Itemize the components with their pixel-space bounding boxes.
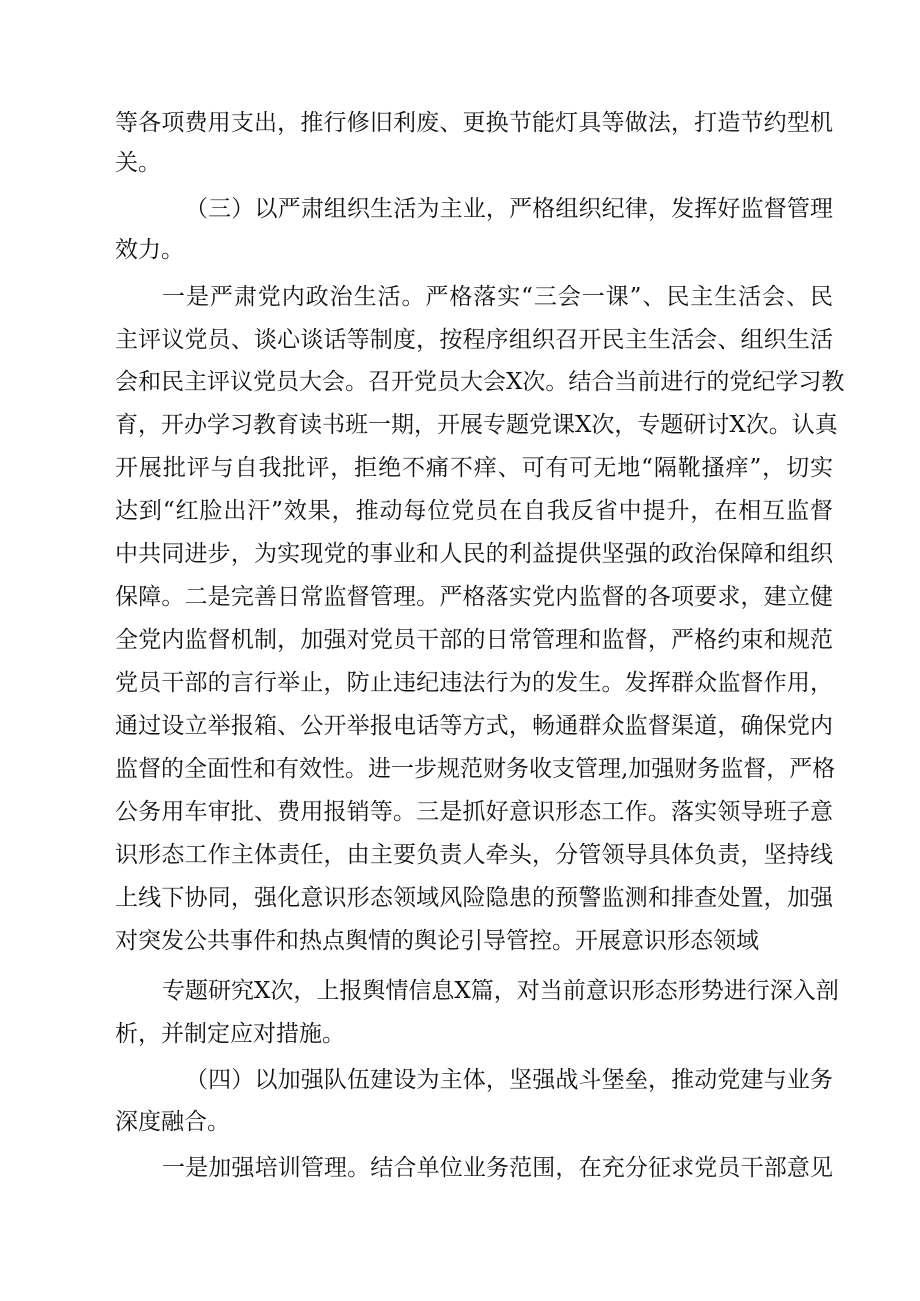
text-line: 达到“红脸出汗”效果，推动每位党员在自我反省中提升，在相互监督 [115,498,833,524]
text-line: 育，开办学习教育读书班一期，开展专题党课X次，专题研讨X次。认真 [115,412,838,438]
text-line: 上线下协同，强化意识形态领域风险隐患的预警监测和排查处置，加强 [115,885,833,911]
text-line: 等各项费用支出，推行修旧利废、更换节能灯具等做法，打造节约型机 [115,110,833,136]
text-line: 对突发公共事件和热点舆情的舆论引导管控。开展意识形态领域 [115,928,759,954]
section-heading-3: （三）以严肃组织生活为主业，严格组织纪律，发挥好监督管理 [185,196,833,222]
section-heading-4: （四）以加强队伍建设为主体，坚强战斗堡垒，推动党建与业务 [185,1067,833,1093]
text-line: 识形态工作主体责任，由主要负责人牵头，分管领导具体负责，坚持线 [115,842,833,868]
text-line: 开展批评与自我批评，拒绝不痛不痒、可有可无地“隔靴搔痒”，切实 [115,455,833,481]
text-line: 公务用车审批、费用报销等。三是抓好意识形态工作。落实领导班子意 [115,799,833,825]
text-line: 析，并制定应对措施。 [115,1021,345,1047]
text-line: 党员干部的言行举止，防止违纪违法行为的发生。发挥群众监督作用， [115,670,833,696]
section-heading-3-cont: 效力。 [115,237,184,263]
text-line: 中共同进步，为实现党的事业和人民的利益提供坚强的政治保障和组织 [115,541,833,567]
text-line: 全党内监督机制，加强对党员干部的日常管理和监督，严格约束和规范 [115,627,833,653]
text-line: 主评议党员、谈心谈话等制度，按程序组织召开民主生活会、组织生活 [115,327,833,353]
text-line: 一是严肃党内政治生活。严格落实“三会一课”、民主生活会、民 [162,284,833,310]
text-line: 关。 [115,150,161,176]
text-line: 保障。二是完善日常监督管理。严格落实党内监督的各项要求，建立健 [115,584,833,610]
text-line: 通过设立举报箱、公开举报电话等方式，畅通群众监督渠道，确保党内 [115,713,833,739]
text-line: 一是加强培训管理。结合单位业务范围，在充分征求党员干部意见 [162,1155,833,1181]
text-line: 监督的全面性和有效性。进一步规范财务收支管理,加强财务监督，严格 [115,756,836,782]
text-line: 会和民主评议党员大会。召开党员大会X次。结合当前进行的党纪学习教 [115,369,845,395]
text-line: 专题研究X次，上报舆情信息X篇，对当前意识形态形势进行深入剖 [162,978,839,1004]
section-heading-4-cont: 深度融合。 [115,1109,230,1135]
